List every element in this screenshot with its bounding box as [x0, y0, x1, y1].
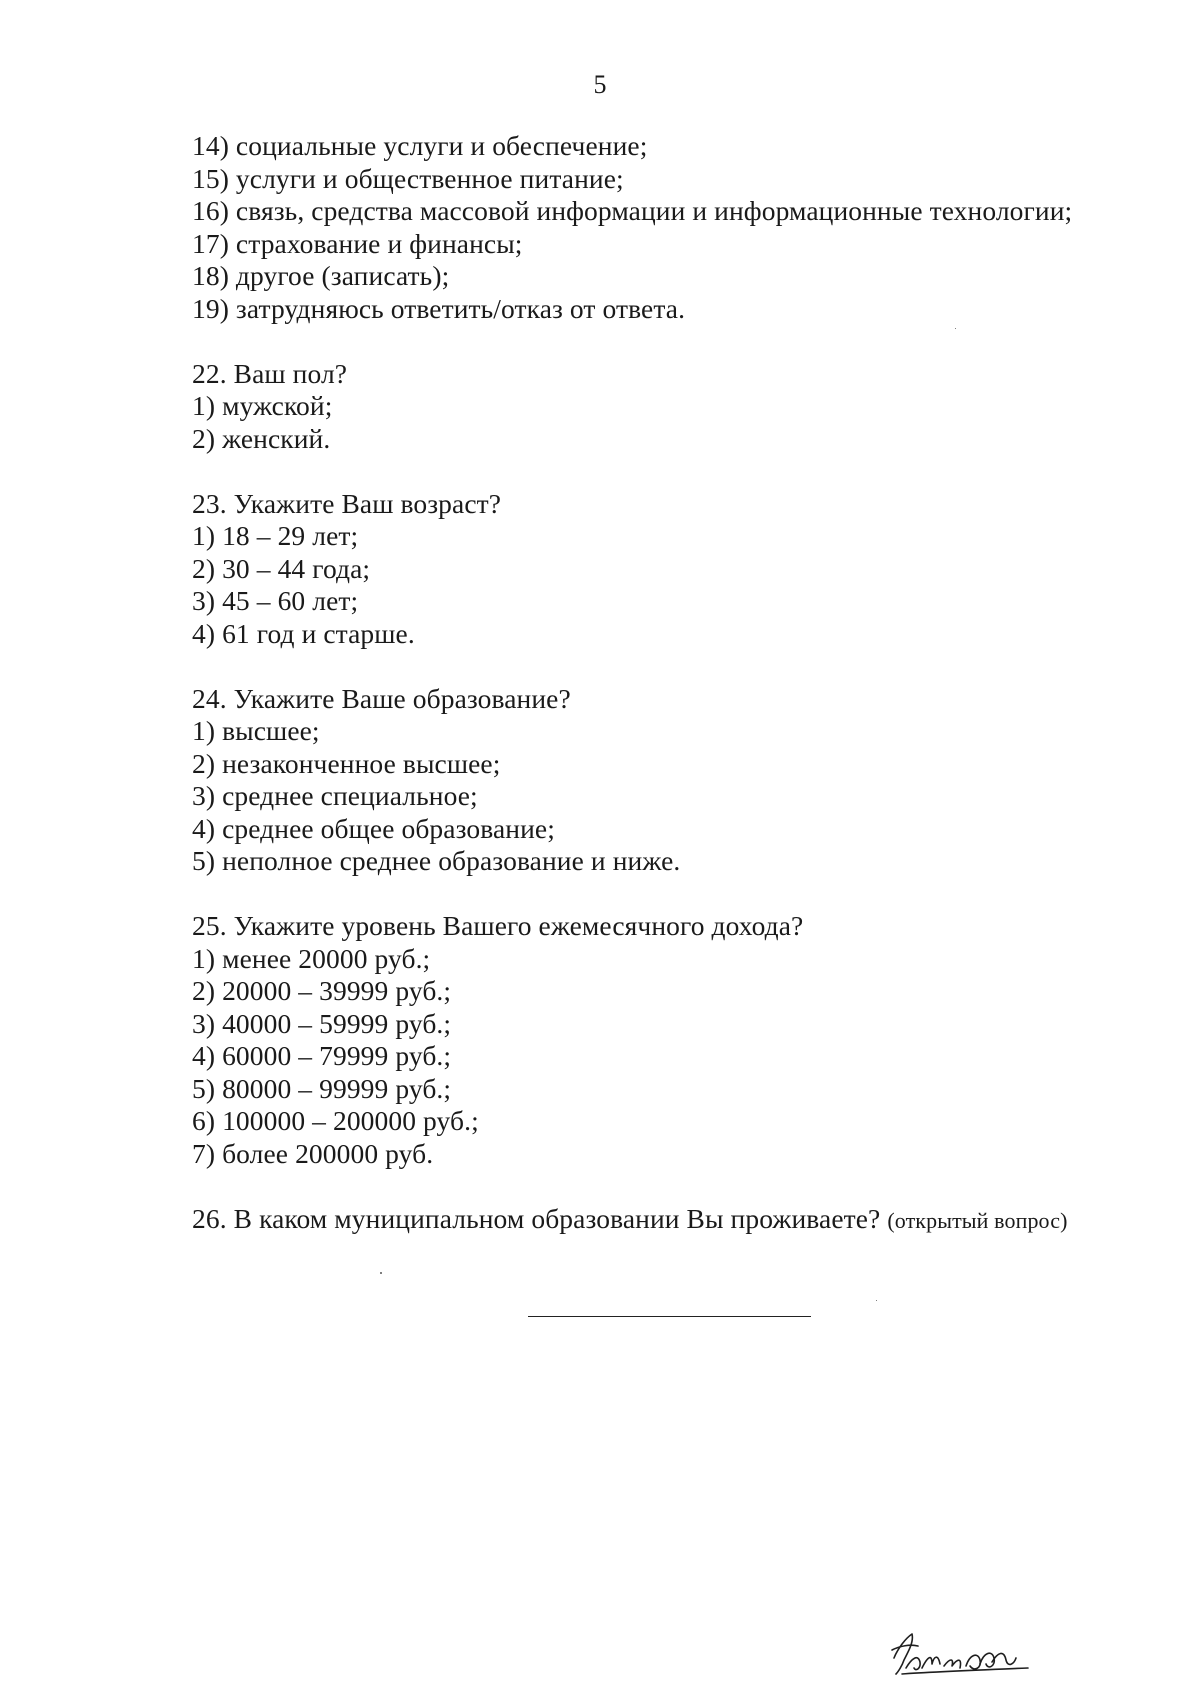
answer-option: 2) 20000 – 39999 руб.;	[192, 975, 452, 1006]
option-18: 18) другое (записать);	[192, 260, 450, 291]
question-text: 24. Укажите Ваше образование?	[192, 682, 571, 714]
answer-option: 1) менее 20000 руб.;	[192, 942, 431, 974]
scan-speck	[955, 328, 956, 329]
option-15: 15) услуги и общественное питание;	[192, 162, 624, 194]
question-text: 23. Укажите Ваш возраст?	[192, 487, 502, 519]
page-number: 5	[593, 70, 607, 99]
scan-speck	[876, 1300, 877, 1301]
question-23-age	[192, 488, 1132, 651]
answer-option: 5) 80000 – 99999 руб.;	[192, 1072, 452, 1104]
answer-option: 1) высшее;	[192, 715, 320, 746]
answer-option: 1) мужской;	[192, 390, 333, 421]
answer-option: 1) 18 – 29 лет;	[192, 520, 359, 551]
option-19: 19) затрудняюсь ответить/отказ от ответа.	[192, 292, 686, 324]
question-text: 22. Ваш пол?	[192, 357, 348, 389]
answer-option: 3) 45 – 60 лет;	[192, 585, 359, 616]
answer-option: 6) 100000 – 200000 руб.;	[192, 1105, 479, 1136]
occupation-options-continued	[192, 130, 1132, 325]
answer-option: 3) среднее специальное;	[192, 780, 478, 811]
option-16: 16) связь, средства массовой информации и информационные технологии;	[192, 195, 1073, 226]
answer-option: 4) 60000 – 79999 руб.;	[192, 1040, 452, 1071]
answer-option: 4) среднее общее образование;	[192, 812, 555, 844]
answer-option: 7) более 200000 руб.	[192, 1137, 434, 1169]
answer-option: 2) женский.	[192, 422, 331, 454]
option-17: 17) страхование и финансы;	[192, 227, 523, 259]
answer-option: 5) неполное среднее образование и ниже.	[192, 845, 681, 876]
question-22-gender	[192, 358, 1132, 456]
question-24-education	[192, 683, 1132, 878]
answer-option: 4) 61 год и старше.	[192, 617, 415, 649]
question-note: (открытый вопрос)	[887, 1207, 1068, 1233]
question-25-income	[192, 910, 1132, 1170]
option-14: 14) социальные услуги и обеспечение;	[192, 130, 648, 161]
scan-speck	[380, 1272, 382, 1274]
answer-option: 3) 40000 – 59999 руб.;	[192, 1007, 452, 1039]
answer-option: 2) 30 – 44 года;	[192, 552, 371, 584]
question-text: 25. Укажите уровень Вашего ежемесячного дохода?	[192, 910, 804, 941]
answer-option: 2) незаконченное высшее;	[192, 747, 501, 779]
handwritten-signature-icon	[888, 1628, 1038, 1678]
end-of-document-rule	[528, 1316, 811, 1317]
question-26-municipality	[192, 1203, 1132, 1238]
question-26-text: 26. В каком муниципальном образовании Вы проживаете?	[192, 1202, 881, 1234]
question-text	[192, 1203, 1132, 1238]
questionnaire-body	[192, 130, 1132, 1270]
